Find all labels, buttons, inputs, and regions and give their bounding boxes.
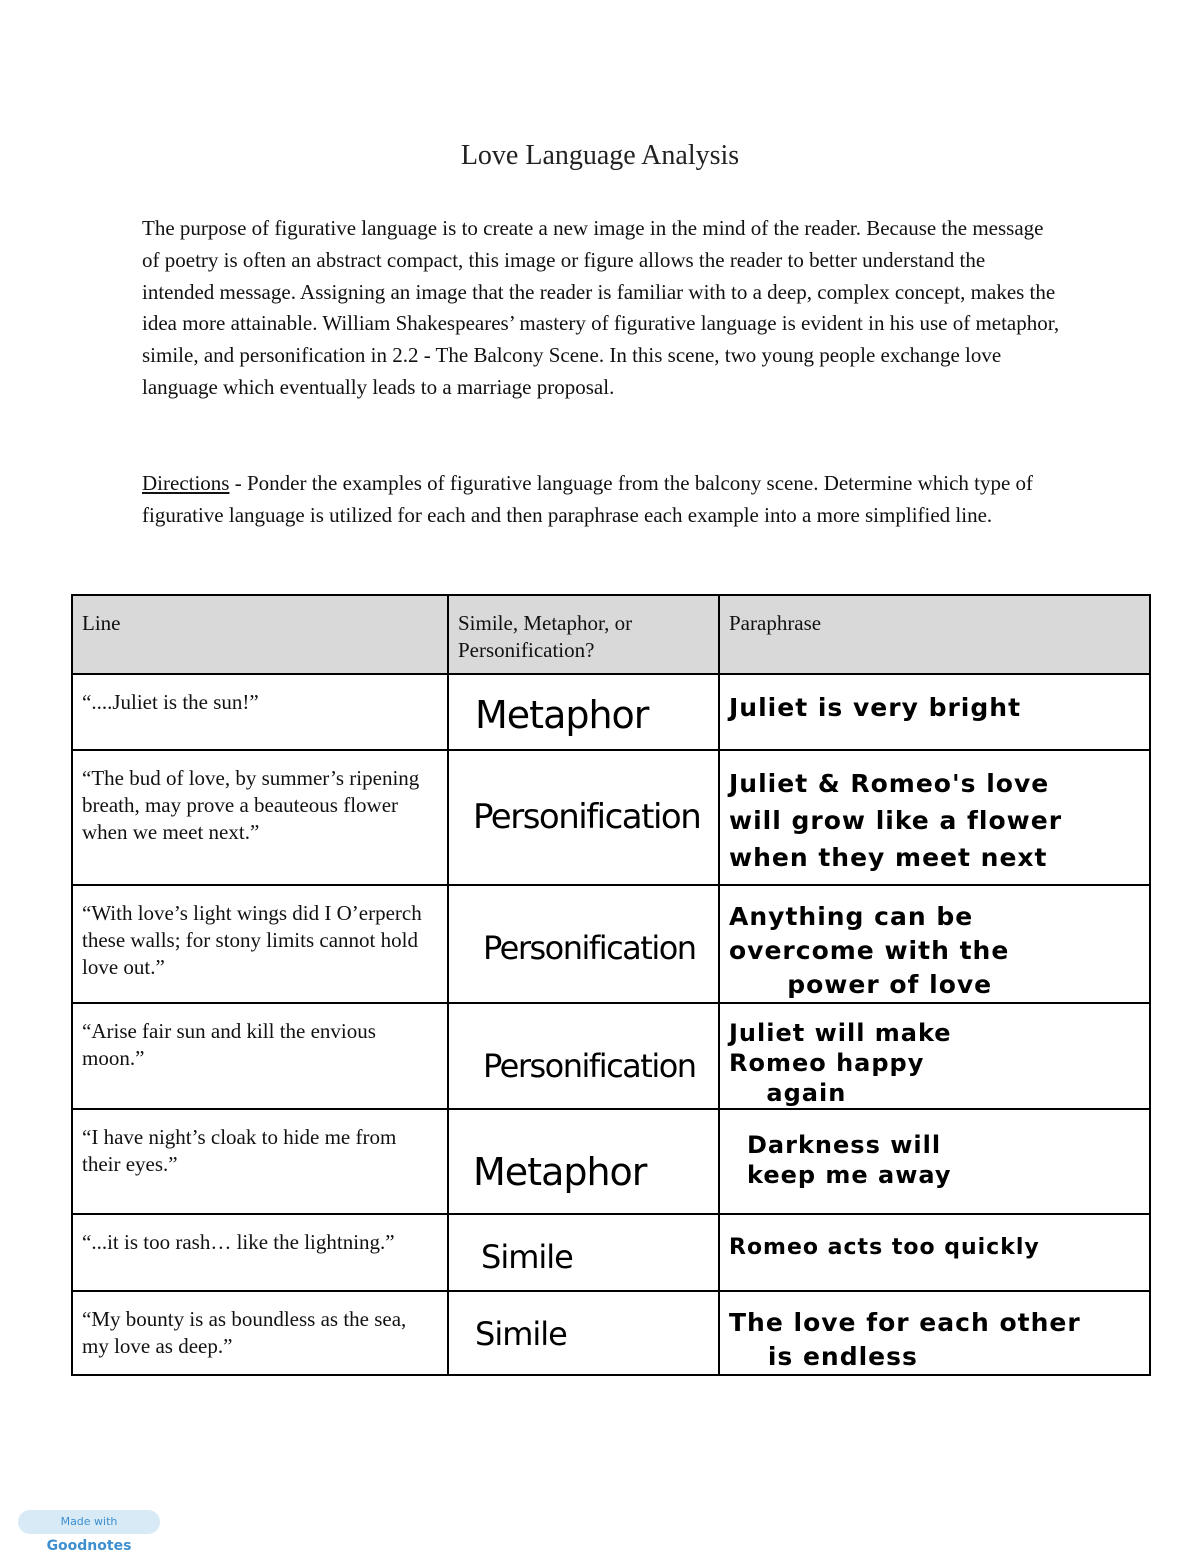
line-cell: “I have night’s cloak to hide me from their eyes.” [72, 1109, 448, 1214]
table-row [72, 1291, 1150, 1375]
analysis-table [71, 594, 1151, 1376]
handwritten-paraphrase: Juliet is very bright [729, 693, 1022, 722]
line-cell: “Arise fair sun and kill the envious moon.” [72, 1003, 448, 1109]
line-cell: “...it is too rash… like the lightning.” [72, 1214, 448, 1291]
header-line: Line [72, 595, 448, 674]
handwritten-type: Personification [483, 929, 696, 967]
table-row [72, 1109, 1150, 1214]
paraphrase-cell [719, 750, 1150, 885]
handwritten-paraphrase: Darkness will keep me away [747, 1131, 952, 1189]
line-cell: “The bud of love, by summer’s ripening breath, may prove a beauteous flower when we meet next.” [72, 750, 448, 885]
handwritten-paraphrase: Juliet & Romeo's love will grow like a flower when they meet next [729, 769, 1063, 872]
line-cell: “....Juliet is the sun!” [72, 674, 448, 750]
type-cell [448, 1291, 719, 1375]
type-cell [448, 674, 719, 750]
handwritten-type: Personification [473, 797, 701, 837]
handwritten-paraphrase: Romeo acts too quickly [729, 1235, 1040, 1260]
paraphrase-cell [719, 1003, 1150, 1109]
table-row [72, 1214, 1150, 1291]
paraphrase-cell [719, 885, 1150, 1003]
directions-label: Directions [142, 471, 230, 495]
header-paraphrase: Paraphrase [719, 595, 1150, 674]
handwritten-paraphrase: The love for each other is endless [729, 1308, 1081, 1371]
handwritten-type: Simile [475, 1315, 567, 1353]
type-cell [448, 885, 719, 1003]
handwritten-type: Metaphor [473, 1150, 647, 1194]
handwritten-type: Simile [481, 1238, 573, 1276]
paraphrase-cell [719, 1109, 1150, 1214]
intro-paragraph: The purpose of figurative language is to create a new image in the mind of the reader. Because the message of poetry is often an abstract compact, this image or figure allows the reader to better understand the intended message. Assigning an image that the reader is familiar with to a deep, complex concept, makes the idea more attainable. William Shakespeares’ mastery of figurative language is evident in his use of metaphor, simile, and personification in 2.2 - The Balcony Scene. In this scene, two young people exchange love language which eventually leads to a marriage proposal. [142, 216, 1060, 399]
handwritten-paraphrase: Juliet will make Romeo happy again [729, 1019, 952, 1107]
type-cell [448, 1003, 719, 1109]
badge-prefix: Made with [60, 1515, 118, 1528]
table-row [72, 885, 1150, 1003]
paraphrase-cell [719, 674, 1150, 750]
table-row [72, 1003, 1150, 1109]
line-cell: “My bounty is as boundless as the sea, my love as deep.” [72, 1291, 448, 1375]
handwritten-type: Personification [483, 1047, 696, 1085]
table-row [72, 674, 1150, 750]
made-with-goodnotes-badge [18, 1510, 160, 1554]
handwritten-type: Metaphor [475, 693, 649, 737]
header-type: Simile, Metaphor, or Personification? [448, 595, 719, 674]
table-row [72, 750, 1150, 885]
paraphrase-cell [719, 1214, 1150, 1291]
type-cell [448, 750, 719, 885]
directions-paragraph [142, 468, 1062, 532]
handwritten-paraphrase: Anything can be overcome with the power of love [729, 902, 1010, 999]
table-header-row [72, 595, 1150, 674]
type-cell [448, 1109, 719, 1214]
type-cell [448, 1214, 719, 1291]
page-title: Love Language Analysis [460, 140, 740, 171]
directions-text: - Ponder the examples of figurative language from the balcony scene. Determine which type of figurative language is utilized for each and then paraphrase each example into a more simplified line. [142, 471, 1034, 527]
line-cell: “With love’s light wings did I O’erperch these walls; for stony limits cannot hold love out.” [72, 885, 448, 1003]
badge-brand: Goodnotes [46, 1538, 132, 1554]
paraphrase-cell [719, 1291, 1150, 1375]
